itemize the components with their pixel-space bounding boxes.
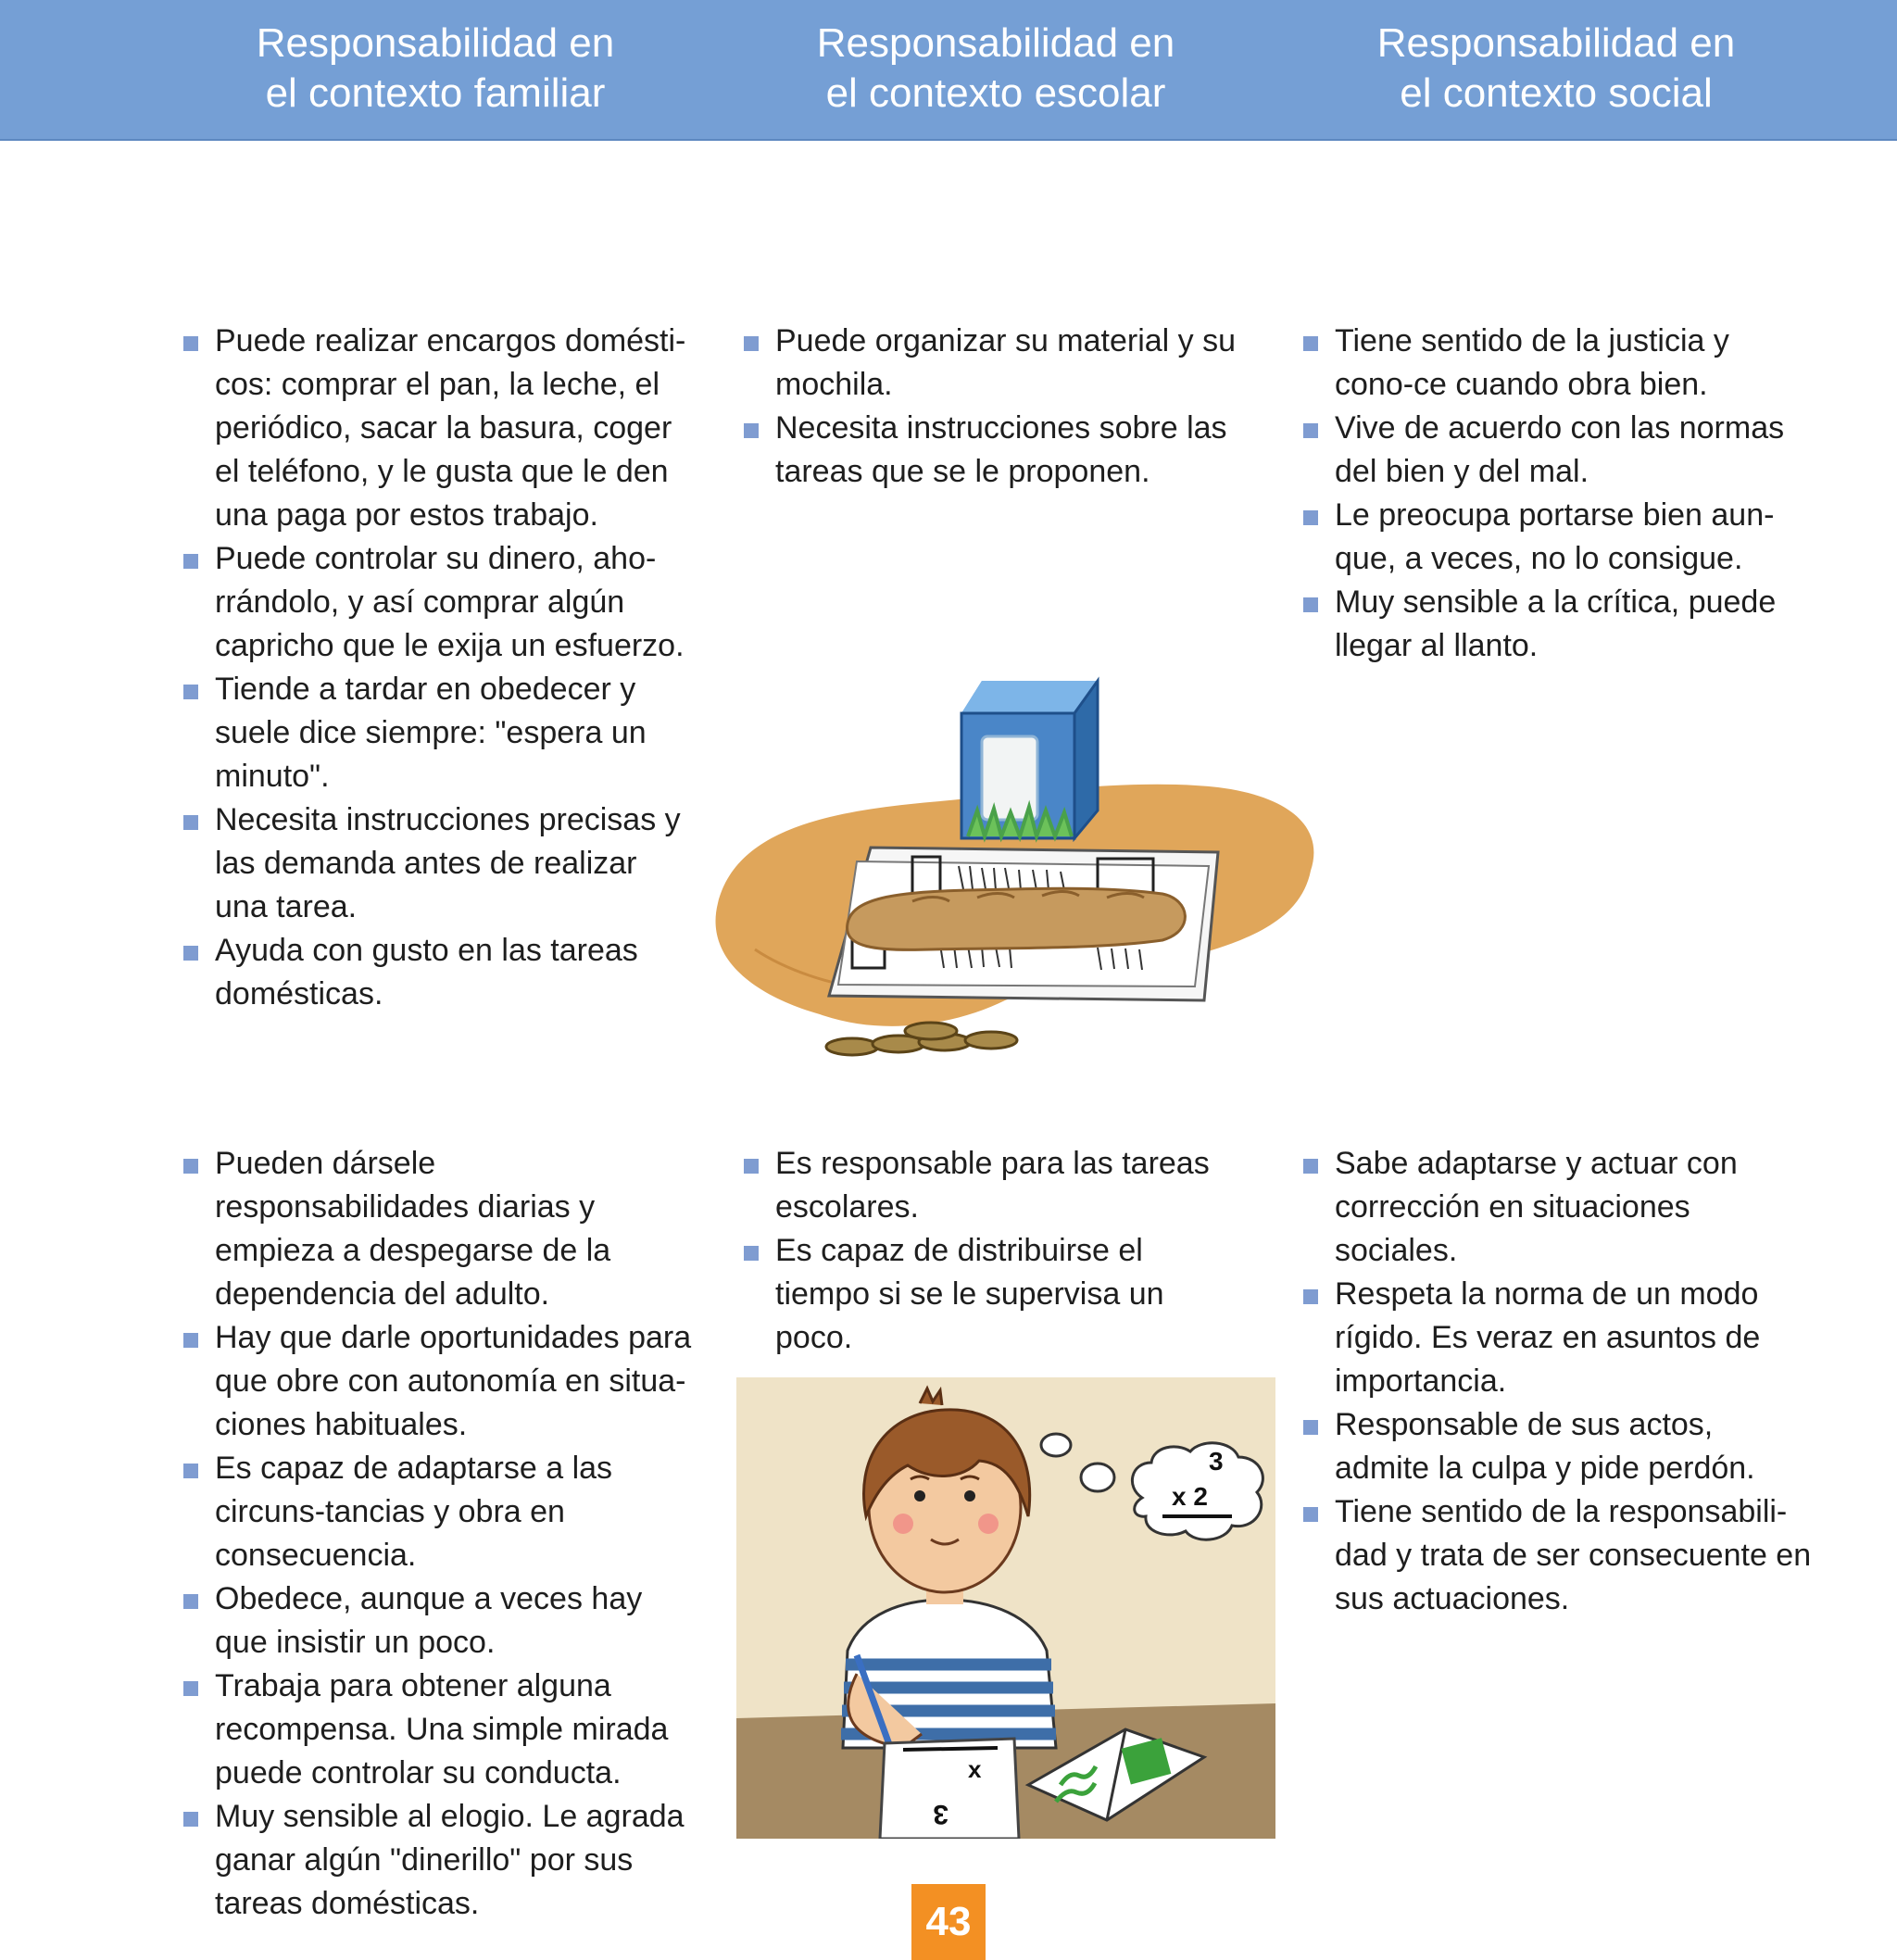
thought-bottom-text: x 2	[1172, 1482, 1208, 1511]
header-bar	[0, 0, 1897, 141]
header-title-escolar	[755, 19, 1237, 119]
header-title-escolar-line1: Responsabilidad en	[816, 20, 1175, 66]
bread-icon	[848, 888, 1186, 949]
header-title-escolar-line2: el contexto escolar	[825, 70, 1166, 116]
list-item: Es responsable para las tareas escolares.	[744, 1142, 1244, 1229]
homework-paper	[880, 1739, 1019, 1839]
thought-dot-medium	[1081, 1464, 1114, 1491]
list-item: Obedece, aunque a veces hay que insistir un poco.	[183, 1577, 697, 1665]
thought-dot-large	[1041, 1434, 1071, 1456]
list-item: Tiene sentido de la responsabili-dad y trata de ser consecuente en sus actuaciones.	[1303, 1490, 1813, 1621]
list-item: Muy sensible al elogio. Le agrada ganar algún "dinerillo" por sus tareas domésticas.	[183, 1795, 697, 1926]
thought-top-text: 3	[1209, 1447, 1224, 1476]
list-item: Vive de acuerdo con las normas del bien y del mal.	[1303, 407, 1813, 494]
list-item: Pueden dársele responsabilidades diarias y empieza a despegarse de la dependencia del adulto.	[183, 1142, 697, 1316]
header-title-social-line1: Responsabilidad en	[1376, 20, 1736, 66]
page-number: 43	[911, 1884, 986, 1960]
list-item: Puede organizar su material y su mochila.	[744, 320, 1244, 407]
top-escolar-list	[744, 320, 1244, 494]
header-title-familiar-line1: Responsabilidad en	[256, 20, 615, 66]
coins-icon	[826, 1023, 1017, 1055]
list-item: Hay que darle oportunidades para que obre con autonomía en situa-ciones habituales.	[183, 1316, 697, 1447]
header-title-familiar	[195, 19, 676, 119]
groceries-illustration	[699, 672, 1320, 1079]
milk-carton-icon	[961, 681, 1098, 838]
bottom-familiar-list	[183, 1142, 697, 1926]
list-item: Es capaz de distribuirse el tiempo si se le supervisa un poco.	[744, 1229, 1244, 1360]
list-item: Trabaja para obtener alguna recompensa. Una simple mirada puede controlar su conducta.	[183, 1665, 697, 1795]
header-title-familiar-line2: el contexto familiar	[265, 70, 606, 116]
top-familiar-list	[183, 320, 697, 1016]
boy-icon	[841, 1388, 1056, 1757]
list-item: Tiene sentido de la justicia y cono-ce cuando obra bien.	[1303, 320, 1813, 407]
list-item: Puede controlar su dinero, aho-rrándolo, y así comprar algún capricho que le exija un esfuerzo.	[183, 537, 697, 668]
list-item: Responsable de sus actos, admite la culpa y pide perdón.	[1303, 1403, 1813, 1490]
header-title-social	[1315, 19, 1797, 119]
homework-illustration	[736, 1377, 1275, 1839]
list-item: Ayuda con gusto en las tareas domésticas.	[183, 929, 697, 1016]
bottom-escolar-list	[744, 1142, 1244, 1360]
list-item: Tiende a tardar en obedecer y suele dice siempre: "espera un minuto".	[183, 668, 697, 798]
homework-svg	[736, 1377, 1275, 1839]
list-item: Necesita instrucciones precisas y las demanda antes de realizar una tarea.	[183, 798, 697, 929]
list-item: Sabe adaptarse y actuar con corrección en situaciones sociales.	[1303, 1142, 1813, 1273]
groceries-svg	[699, 672, 1320, 1079]
paper-bottom-text: 3	[933, 1799, 948, 1829]
header-title-social-line2: el contexto social	[1400, 70, 1713, 116]
list-item: Necesita instrucciones sobre las tareas que se le proponen.	[744, 407, 1244, 494]
top-social-list	[1303, 320, 1813, 668]
list-item: Respeta la norma de un modo rígido. Es veraz en asuntos de importancia.	[1303, 1273, 1813, 1403]
list-item: Le preocupa portarse bien aun-que, a veces, no lo consigue.	[1303, 494, 1813, 581]
paper-top-text: x	[968, 1755, 982, 1783]
list-item: Puede realizar encargos domésti-cos: comprar el pan, la leche, el periódico, sacar la basura, coger el teléfono, y le gusta que le den una paga por estos trabajo.	[183, 320, 697, 537]
list-item: Es capaz de adaptarse a las circuns-tancias y obra en consecuencia.	[183, 1447, 697, 1577]
bottom-social-list	[1303, 1142, 1813, 1621]
list-item: Muy sensible a la crítica, puede llegar al llanto.	[1303, 581, 1813, 668]
